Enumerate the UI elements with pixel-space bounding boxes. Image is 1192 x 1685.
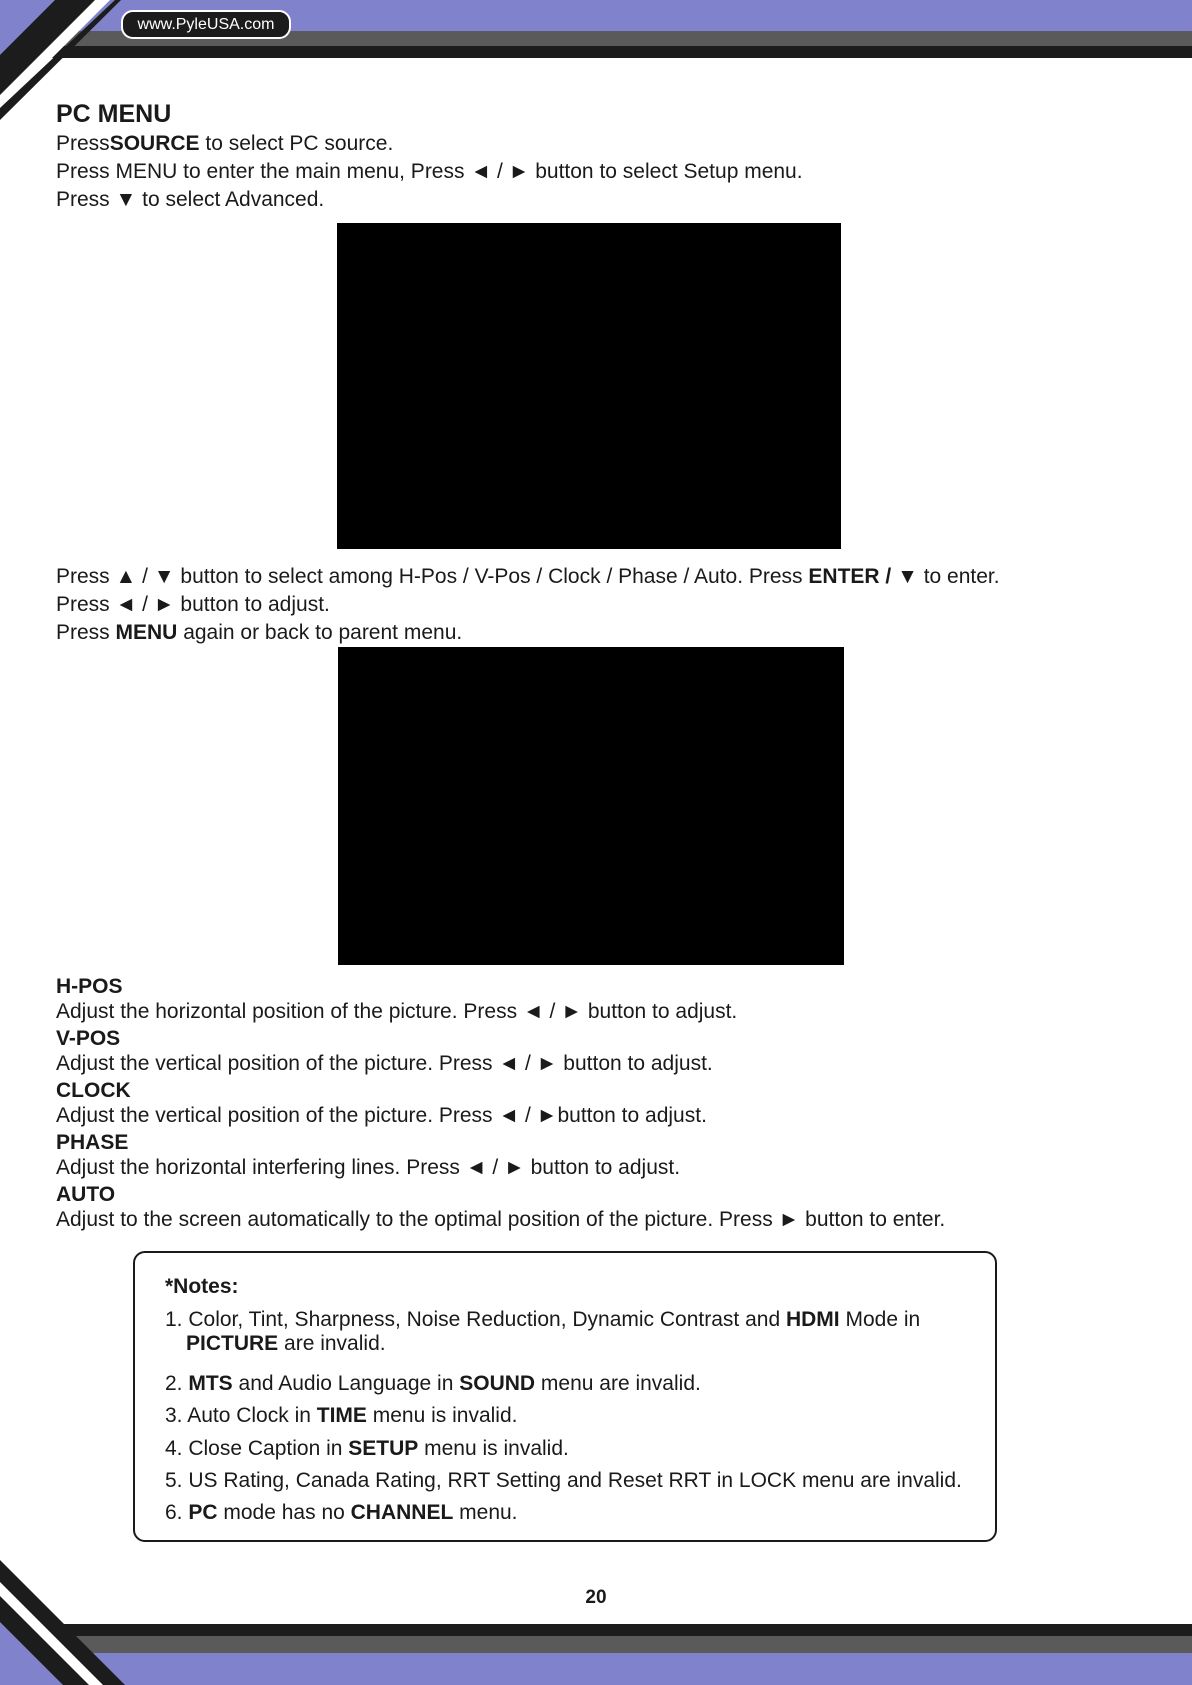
intro-line-2: Press MENU to enter the main menu, Press ◄ / ► button to select Setup menu. <box>56 160 803 183</box>
intro-line-3: Press ▼ to select Advanced. <box>56 188 325 211</box>
footer-band-black <box>0 1624 1192 1636</box>
item-term-hpos: H-POS <box>56 975 123 998</box>
note-2: 2. MTS and Audio Language in SOUND menu are invalid. <box>165 1372 701 1395</box>
item-desc-auto: Adjust to the screen automatically to the optimal position of the picture. Press ► button to enter. <box>56 1208 946 1231</box>
notes-box <box>133 1251 997 1542</box>
item-term-auto: AUTO <box>56 1183 116 1206</box>
footer-band-purple <box>0 1653 1192 1685</box>
item-desc-phase: Adjust the horizontal interfering lines. Press ◄ / ► button to adjust. <box>56 1156 681 1179</box>
footer-band-gray <box>0 1636 1192 1653</box>
page-number: 20 <box>585 1587 607 1608</box>
intro-line-1: PressSOURCE to select PC source. <box>56 132 394 155</box>
header-band-black <box>0 46 1192 58</box>
note-1: 1. Color, Tint, Sharpness, Noise Reduction, Dynamic Contrast and HDMI Mode in PICTURE are invalid. <box>165 1308 921 1355</box>
page-title: PC MENU <box>56 100 172 128</box>
instruction-line-3: Press MENU again or back to parent menu. <box>56 621 463 644</box>
note-6: 6. PC mode has no CHANNEL menu. <box>165 1501 518 1524</box>
item-desc-hpos: Adjust the horizontal position of the picture. Press ◄ / ► button to adjust. <box>56 1000 738 1023</box>
menu-screenshot-pc-settings <box>338 647 844 965</box>
website-url: www.PyleUSA.com <box>121 10 291 39</box>
note-3: 3. Auto Clock in TIME menu is invalid. <box>165 1404 518 1427</box>
item-desc-clock: Adjust the vertical position of the picture. Press ◄ / ►button to adjust. <box>56 1104 707 1127</box>
item-term-vpos: V-POS <box>56 1027 121 1050</box>
menu-screenshot-advanced <box>337 223 841 549</box>
instruction-line-1: Press ▲ / ▼ button to select among H-Pos / V-Pos / Clock / Phase / Auto. Press ENTER / ▼ to enter. <box>56 565 1000 588</box>
notes-title: *Notes: <box>165 1275 239 1298</box>
note-5: 5. US Rating, Canada Rating, RRT Setting and Reset RRT in LOCK menu are invalid. <box>165 1469 962 1492</box>
footer-corner-decoration <box>0 1560 140 1685</box>
note-4: 4. Close Caption in SETUP menu is invalid. <box>165 1437 569 1460</box>
item-term-clock: CLOCK <box>56 1079 131 1102</box>
instruction-line-2: Press ◄ / ► button to adjust. <box>56 593 330 616</box>
item-desc-vpos: Adjust the vertical position of the picture. Press ◄ / ► button to adjust. <box>56 1052 713 1075</box>
item-term-phase: PHASE <box>56 1131 129 1154</box>
